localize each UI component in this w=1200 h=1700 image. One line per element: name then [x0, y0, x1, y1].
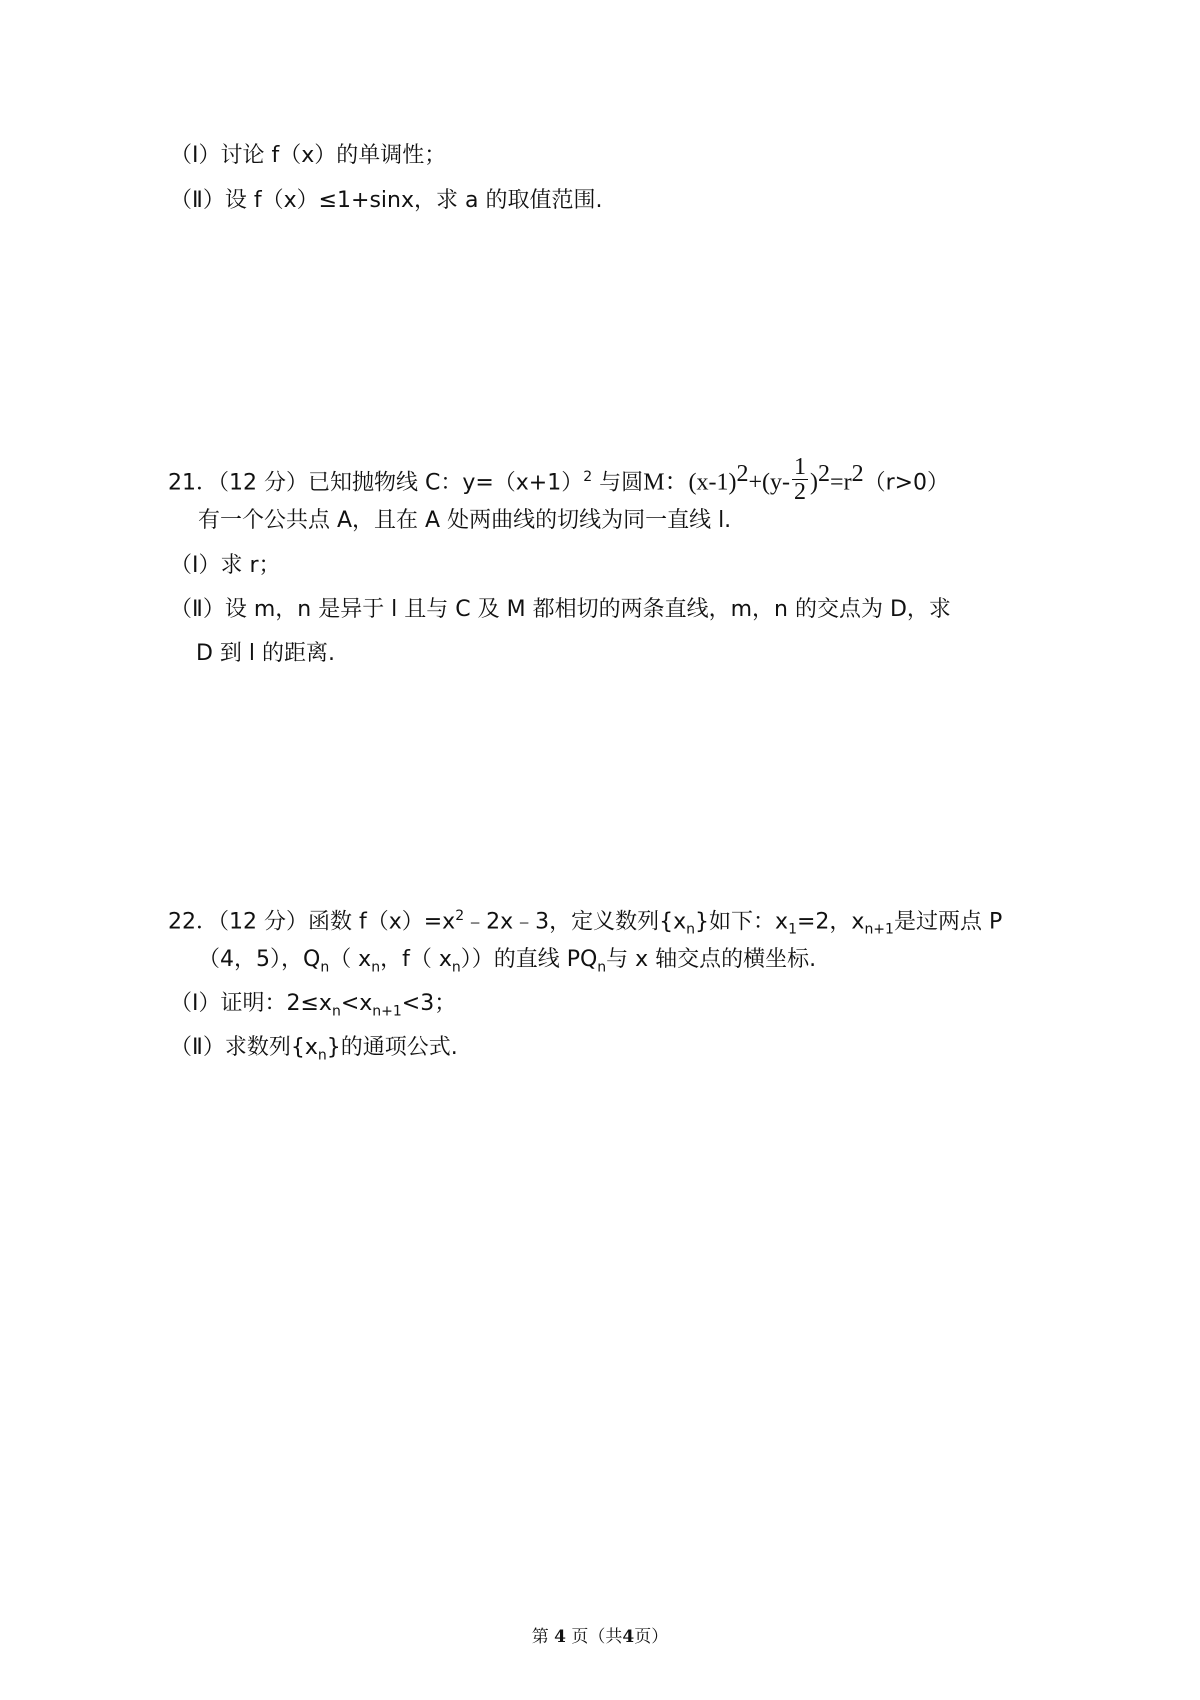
q21-part1: （Ⅰ）求 r；	[170, 553, 281, 578]
q21-part2: （Ⅱ）设 m，n 是异于 l 且与 C 及 M 都相切的两条直线，m，n 的交点为 D，求	[170, 597, 951, 622]
footer-total-pages: 4	[622, 1627, 635, 1647]
q22-lead-sub-n: n	[686, 921, 696, 938]
q21-circle-a: (x-1)	[688, 469, 737, 496]
q22-part2-a: （Ⅱ）求数列{x	[170, 1035, 318, 1060]
q22-stem	[168, 900, 1002, 946]
q22-line2-a: （4，5），Q	[198, 947, 321, 972]
q22-line2-d: ））的直线 PQ	[460, 947, 598, 972]
q21-line2: 有一个公共点 A，且在 A 处两曲线的切线为同一直线 l.	[198, 508, 732, 533]
q21-lead: 21．（12 分）已知抛物线 C：y=（x+1）	[168, 470, 584, 496]
q22-part1-b: <x	[340, 991, 373, 1016]
q21-cond: （r>0）	[863, 470, 950, 496]
q21-circle-a-sup: 2	[736, 461, 749, 487]
q22-lead-sub-1: 1	[788, 921, 797, 938]
q22-part1-sub-n1: n+1	[372, 1003, 402, 1020]
q22-line2-sub-n3: n	[451, 959, 461, 976]
q22-line2-b: （ x	[329, 947, 372, 972]
q21-fraction	[792, 455, 808, 504]
q22-lead-c: }如下：x	[695, 909, 789, 935]
q21-circle-d-sup: 2	[851, 461, 864, 487]
footer-post: 页）	[634, 1627, 669, 1647]
q22-lead-a: 22．（12 分）函数 f（x）=x	[168, 909, 456, 935]
q22-lead-e: 是过两点 P	[893, 909, 1003, 935]
q22-part2	[170, 1032, 458, 1071]
q20-part2: （Ⅱ）设 f（x）≤1+sinx，求 a 的取值范围.	[170, 188, 603, 213]
q21-part2-cont: D 到 l 的距离.	[196, 641, 336, 666]
q21-circle-d: =r	[830, 469, 852, 496]
q22-lead-b: ﹣2x﹣3，定义数列{x	[464, 909, 687, 935]
q21-circle-label: M：	[643, 469, 689, 496]
q22-part1-c: <3；	[401, 991, 457, 1016]
q21-frac-num: 1	[794, 453, 807, 480]
q22-part1-sub-n: n	[331, 1003, 341, 1020]
q20-part1: （Ⅰ）讨论 f（x）的单调性；	[170, 143, 447, 168]
q22-line2-sub-n2: n	[371, 959, 381, 976]
q22-part2-b: }的通项公式.	[326, 1035, 458, 1060]
q22-part1-a: （Ⅰ）证明：2≤x	[170, 991, 332, 1016]
q22-line2-c: ，f（ x	[380, 947, 452, 972]
q22-part2-sub-n: n	[317, 1047, 327, 1064]
q21-circle-b: +(y-	[748, 469, 791, 496]
footer-pre: 第	[531, 1627, 549, 1647]
footer-page-number: 4	[554, 1627, 566, 1647]
q22-line2-sub-n: n	[320, 959, 330, 976]
q22-lead-sup: 2	[455, 908, 465, 924]
q21-circle-c-sup: 2	[818, 461, 831, 487]
page-footer	[0, 1622, 1200, 1647]
q21-frac-den: 2	[794, 478, 807, 505]
q21-stem	[168, 453, 950, 508]
q22-line2-e: 与 x 轴交点的横坐标.	[606, 947, 817, 972]
q22-line2	[198, 944, 816, 983]
q22-lead-d: =2，x	[796, 909, 865, 935]
q22-part1	[170, 988, 456, 1027]
q21-lead-sup: 2	[583, 469, 593, 485]
footer-mid: 页（共	[571, 1627, 623, 1647]
q22-line2-sub-n4: n	[597, 959, 607, 976]
q21-circle-c: )	[810, 469, 819, 496]
q22-lead-sub-n1: n+1	[864, 921, 894, 938]
q21-lead-tail: 与圆	[599, 470, 644, 496]
